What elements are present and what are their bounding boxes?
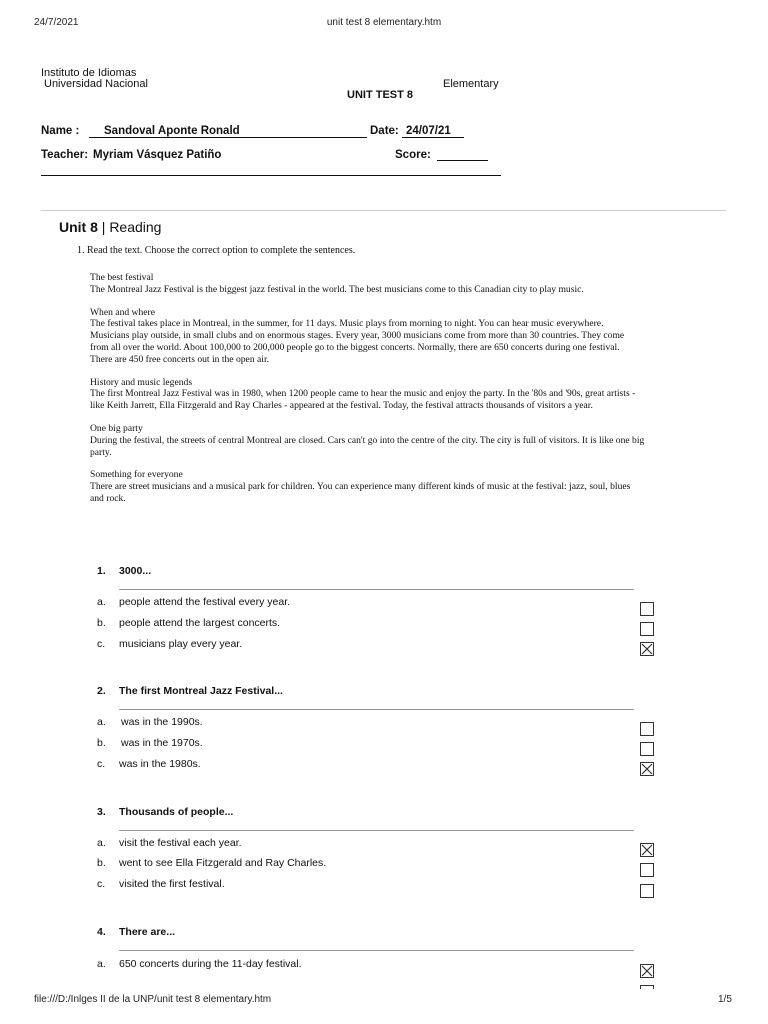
option-letter: b. [97, 737, 106, 749]
option-checkbox-checked[interactable] [640, 642, 654, 656]
passage-line: and rock. [90, 492, 126, 504]
passage-line: During the festival, the streets of central Montreal are closed. Cars can't go into the centre of the city. The city is full of visitors. It is like one big [90, 434, 645, 446]
question-3-title: Thousands of people... [119, 806, 234, 818]
option-text: went to see Ella Fitzgerald and Ray Charles. [119, 857, 327, 869]
passage-block-everyone [90, 469, 722, 504]
teacher-label: Teacher: [41, 149, 89, 161]
name-label: Name : [41, 125, 80, 137]
date-field [402, 125, 464, 138]
header-rule [41, 175, 501, 176]
passage-block-big-party [90, 423, 722, 458]
score-blank [437, 160, 488, 161]
level-label: Elementary [443, 78, 499, 90]
passage-block-best-festival [90, 272, 722, 296]
option-text: was in the 1970s. [121, 737, 203, 749]
question-4-rule [119, 950, 634, 951]
passage-line: The Montreal Jazz Festival is the biggest jazz festival in the world. The best musicians come to this Canadian city to play music. [90, 283, 584, 295]
passage-line: The festival takes place in Montreal, in the summer, for 11 days. Music plays from morning to night. You can hear music everywhere. [90, 318, 604, 330]
option-text: was in the 1990s. [121, 716, 203, 728]
question-2-rule [119, 709, 634, 710]
section-rule [41, 210, 726, 211]
option-text: 650 concerts during the 11-day festival. [119, 958, 302, 970]
print-page-number: 1/5 [718, 994, 732, 1005]
heading-separator: | [101, 219, 106, 235]
test-title: UNIT TEST 8 [347, 89, 414, 101]
print-file-path: file:///D:/Inlges II de la UNP/unit test 8 elementary.htm [34, 994, 272, 1005]
teacher-value: Myriam Vásquez Patiño [93, 149, 222, 161]
passage-line: The best festival [90, 272, 154, 283]
option-text: people attend the largest concerts. [119, 617, 281, 629]
passage-line: There are street musicians and a musical park for children. You can experience many different kinds of music at the festival: jazz, soul, blues [90, 481, 631, 493]
question-4-title: There are... [119, 926, 176, 938]
option-checkbox[interactable] [640, 722, 654, 736]
passage-line: History and music legends [90, 376, 193, 388]
option-letter: c. [97, 758, 106, 770]
option-letter: c. [97, 638, 106, 650]
option-checkbox-checked[interactable] [640, 843, 654, 857]
institution-line2: Universidad Nacional [44, 78, 148, 90]
section-name: Reading [109, 219, 162, 235]
x-mark-icon [641, 965, 653, 977]
name-value: Sandoval Aponte Ronald [104, 125, 240, 137]
question-3-rule [119, 830, 634, 831]
date-label: Date: [370, 125, 399, 137]
question-3-number: 3. [97, 806, 106, 818]
option-letter: a. [97, 716, 106, 728]
option-checkbox[interactable] [640, 742, 654, 756]
passage-line: Something for everyone [90, 469, 183, 481]
option-text: musicians play every year. [119, 638, 243, 650]
reading-passage [90, 272, 722, 516]
passage-line: from all over the world. About 100,000 to 200,000 people go to the biggest concerts. Normally, there are 650 concerts during one festival. [90, 341, 620, 353]
question-2-number: 2. [97, 685, 106, 697]
question-2-title: The first Montreal Jazz Festival... [119, 685, 283, 697]
option-checkbox-partial [640, 985, 654, 989]
name-field [89, 125, 367, 138]
passage-line: When and where [90, 306, 155, 318]
passage-line: like Keith Jarrett, Ella Fitzgerald and Ray Charles - appeared at the festival. Today, the festival attracts thousands of visitors a year. [90, 400, 593, 412]
option-text: visit the festival each year. [119, 837, 242, 849]
print-file-title: unit test 8 elementary.htm [326, 17, 442, 28]
option-checkbox[interactable] [640, 863, 654, 877]
x-mark-icon [641, 643, 653, 655]
instruction-text: 1. Read the text. Choose the correct option to complete the sentences. [77, 245, 356, 256]
date-value: 24/07/21 [406, 125, 451, 137]
x-mark-icon [641, 844, 653, 856]
option-text: was in the 1980s. [119, 758, 201, 770]
option-letter: b. [97, 857, 106, 869]
option-checkbox-checked[interactable] [640, 964, 654, 978]
passage-line: The first Montreal Jazz Festival was in 1980, when 1200 people came to hear the music and enjoy the party. In the '80s and '90s, great artists - [90, 388, 636, 400]
x-mark-icon [641, 763, 653, 775]
option-letter: a. [97, 837, 106, 849]
institution-line1: Instituto de Idiomas [41, 67, 137, 79]
option-checkbox-checked[interactable] [640, 762, 654, 776]
passage-line: party. [90, 446, 112, 458]
passage-block-when-where [90, 307, 722, 366]
question-1-number: 1. [97, 565, 106, 577]
passage-block-history [90, 377, 722, 412]
passage-line: One big party [90, 422, 143, 434]
option-checkbox[interactable] [640, 884, 654, 898]
score-label: Score: [395, 149, 431, 161]
option-letter: a. [97, 596, 106, 608]
option-text: people attend the festival every year. [119, 596, 291, 608]
passage-line: Musicians play outside, in small clubs and on enormous stages. Every year, 3000 musicians come from more than 30 countries. They come [90, 330, 625, 342]
option-letter: a. [97, 958, 106, 970]
option-checkbox[interactable] [640, 602, 654, 616]
unit-number: Unit 8 [59, 219, 98, 235]
question-1-title: 3000... [119, 565, 152, 577]
print-date: 24/7/2021 [34, 17, 79, 28]
question-4-number: 4. [97, 926, 106, 938]
section-heading [59, 219, 161, 235]
option-checkbox[interactable] [640, 622, 654, 636]
option-text: visited the first festival. [119, 878, 225, 890]
passage-line: There are 450 free concerts out in the open air. [90, 353, 270, 365]
question-1-rule [119, 589, 634, 590]
option-letter: b. [97, 617, 106, 629]
option-letter: c. [97, 878, 106, 890]
